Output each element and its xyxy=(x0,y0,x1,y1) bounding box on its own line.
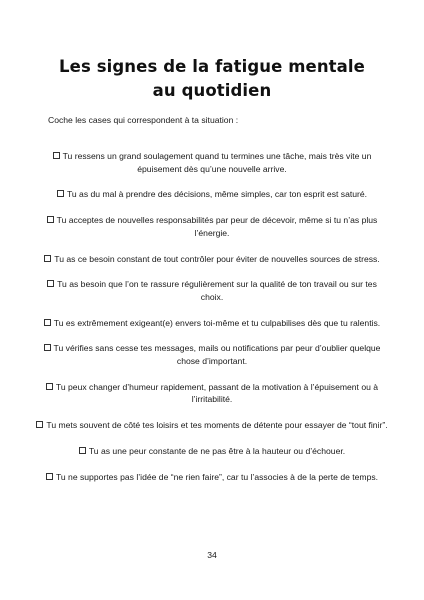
checklist xyxy=(36,150,388,497)
checklist-item xyxy=(36,188,388,201)
checkbox[interactable] xyxy=(47,216,54,223)
checklist-item xyxy=(36,419,388,432)
checklist-item xyxy=(36,471,388,484)
page-title-line-1: Les signes de la fatigue mentale xyxy=(59,57,365,77)
page-title-line-2: au quotidien xyxy=(152,81,272,101)
checklist-item-text: Tu acceptes de nouvelles responsabilités par peur de décevoir, même si tu n’as plus l’énergie. xyxy=(56,215,378,238)
checklist-item-text: Tu as ce besoin constant de tout contrôler pour éviter de nouvelles sources de stress. xyxy=(54,253,380,264)
checklist-item-text: Tu mets souvent de côté tes loisirs et tes moments de détente pour essayer de “tout finir”. xyxy=(46,420,388,431)
checklist-item xyxy=(36,381,388,406)
checkbox[interactable] xyxy=(44,319,51,326)
checklist-item xyxy=(36,278,388,303)
checklist-item xyxy=(36,445,388,458)
checkbox[interactable] xyxy=(47,280,54,287)
checkbox[interactable] xyxy=(46,383,53,390)
checklist-item-text: Tu es extrêmement exigeant(e) envers toi-même et tu culpabilises dès que tu ralentis. xyxy=(53,317,381,328)
checklist-item xyxy=(36,253,388,266)
checklist-item-text: Tu as une peur constante de ne pas être à la hauteur ou d’échouer. xyxy=(88,446,346,456)
intro-instruction: Coche les cases qui correspondent à ta situation : xyxy=(48,115,239,125)
checkbox[interactable] xyxy=(44,344,51,351)
checkbox[interactable] xyxy=(36,421,43,428)
checklist-item-text: Tu as du mal à prendre des décisions, même simples, car ton esprit est saturé. xyxy=(66,189,368,200)
page-title xyxy=(0,55,424,103)
checklist-item-text: Tu ne supportes pas l’idée de “ne rien faire”, car tu l’associes à de la perte de temps. xyxy=(55,471,379,482)
checklist-item xyxy=(36,342,388,367)
checkbox[interactable] xyxy=(46,473,53,480)
page-number: 34 xyxy=(207,550,217,560)
checklist-item-text: Tu as besoin que l’on te rassure régulièrement sur la qualité de ton travail ou sur tes choix. xyxy=(57,279,377,302)
checklist-item xyxy=(36,214,388,239)
checklist-item-text: Tu ressens un grand soulagement quand tu termines une tâche, mais très vite un épuisement dès qu’une nouvelle arrive. xyxy=(62,151,372,174)
checkbox[interactable] xyxy=(57,190,64,197)
checklist-item-text: Tu peux changer d’humeur rapidement, passant de la motivation à l’épuisement ou à l’irritabilité. xyxy=(55,381,379,405)
checklist-item-text: Tu vérifies sans cesse tes messages, mails ou notifications par peur d’oublier quelque chose d’important. xyxy=(53,343,381,367)
checkbox[interactable] xyxy=(44,255,51,262)
checkbox[interactable] xyxy=(53,152,60,159)
checklist-item xyxy=(36,317,388,330)
checkbox[interactable] xyxy=(79,447,86,454)
checklist-item xyxy=(36,150,388,175)
